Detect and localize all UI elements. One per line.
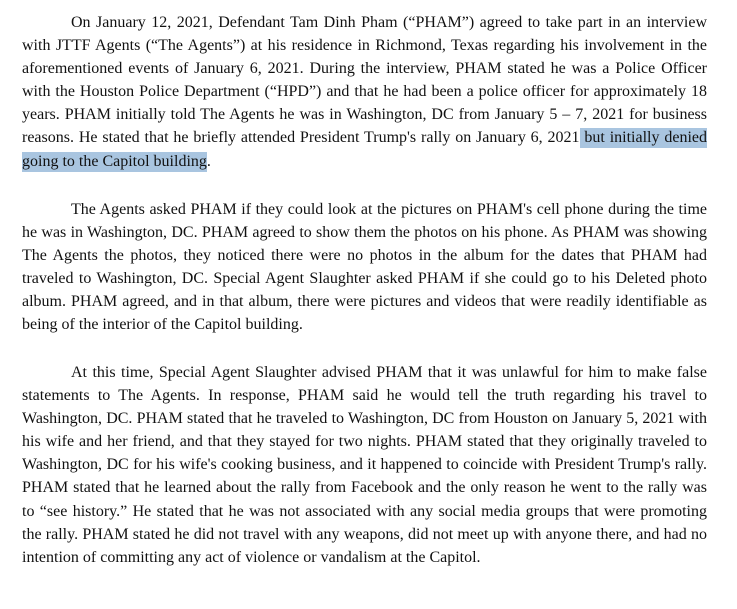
paragraph-interview xyxy=(22,11,707,173)
paragraph-text: On January 12, 2021, Defendant Tam Dinh Pham (“PHAM”) agreed to take part in an interview with JTTF Agents (“The Agents”) at his residence in Richmond, Texas regarding his involvement in the aforementioned events of January 6, 2021. During the interview, PHAM stated he was a Police Officer with the Houston Police Department (“HPD”) and that he had been a police officer for approximately 18 years. PHAM initially told The Agents he was in Washington, DC from January 5 – 7, 2021 for business reasons. He stated that he briefly attended President Trump's rally on January 6, 2021 xyxy=(22,14,707,147)
paragraph-text-end: . xyxy=(206,152,211,170)
paragraph-statements: At this time, Special Agent Slaughter advised PHAM that it was unlawful for him to make false statements to The Agents. In response, PHAM said he would tell the truth regarding his travel to Washington, DC. PHAM stated that he traveled to Washington, DC from Houston on January 5, 2021 with his wife and her friend, and that they stayed for two nights. PHAM stated that they originally traveled to Washington, DC for his wife's cooking business, and it happened to coincide with President Trump's rally. PHAM stated that he learned about the rally from Facebook and the only reason he went to the rally was to “see history.” He stated that he was not associated with any social media groups that were promoting the rally. PHAM stated he did not travel with any weapons, did not meet up with anyone there, and had no intention of committing any act of violence or vandalism at the Capitol. xyxy=(22,364,707,566)
highlighted-text[interactable]: but initially denied going to the Capitol building xyxy=(22,129,708,170)
paragraph-photos: The Agents asked PHAM if they could look at the pictures on PHAM's cell phone during the time he was in Washington, DC. PHAM agreed to show them the photos on his phone. As PHAM was showing The Agents the photos, they noticed there were no photos in the album for the dates that PHAM had traveled to Washington, DC. Special Agent Slaughter asked PHAM if she could go to his Deleted photo album. PHAM agreed, and in that album, there were pictures and videos that were readily identifiable as being of the interior of the Capitol building. xyxy=(22,201,707,334)
